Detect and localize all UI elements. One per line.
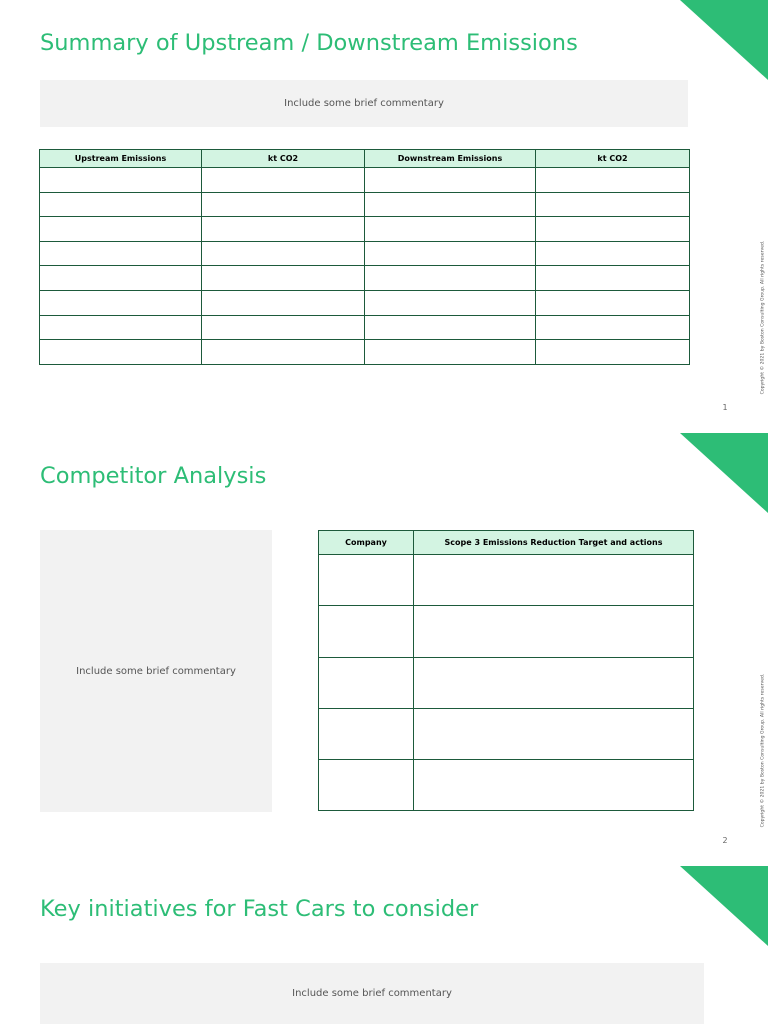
table-cell[interactable] (40, 340, 202, 365)
table-cell[interactable] (319, 708, 414, 759)
table-cell[interactable] (365, 192, 536, 217)
table-row (40, 168, 690, 193)
table-cell[interactable] (414, 760, 694, 811)
header-upstream-emissions: Upstream Emissions (40, 150, 202, 168)
table-cell[interactable] (40, 290, 202, 315)
copyright-text: Copyright © 2021 by Boston Consulting Group. All rights reserved. (760, 240, 766, 394)
table-cell[interactable] (319, 657, 414, 708)
table-cell[interactable] (536, 217, 690, 242)
table-cell[interactable] (414, 657, 694, 708)
table-cell[interactable] (202, 192, 365, 217)
corner-accent-triangle (680, 0, 768, 80)
copyright-notice (759, 222, 767, 412)
copyright-notice (759, 655, 767, 845)
commentary-box (40, 530, 272, 812)
corner-accent-triangle (680, 866, 768, 946)
table-cell[interactable] (536, 340, 690, 365)
slide-1 (0, 0, 768, 433)
table-row (40, 241, 690, 266)
competitor-table (318, 530, 694, 811)
header-scope3-target: Scope 3 Emissions Reduction Target and actions (414, 531, 694, 555)
table-cell[interactable] (319, 555, 414, 606)
table-cell[interactable] (40, 217, 202, 242)
table-cell[interactable] (202, 290, 365, 315)
table-cell[interactable] (319, 760, 414, 811)
commentary-text: Include some brief commentary (284, 98, 444, 109)
table-cell[interactable] (365, 168, 536, 193)
header-downstream-emissions: Downstream Emissions (365, 150, 536, 168)
table-cell[interactable] (536, 192, 690, 217)
table-cell[interactable] (40, 192, 202, 217)
commentary-text: Include some brief commentary (76, 665, 236, 677)
table-row (319, 606, 694, 657)
table-header-row (319, 531, 694, 555)
table-row (40, 340, 690, 365)
slide-title: Summary of Upstream / Downstream Emissions (40, 30, 578, 56)
table-cell[interactable] (40, 315, 202, 340)
table-cell[interactable] (202, 266, 365, 291)
table-cell[interactable] (40, 241, 202, 266)
table-cell[interactable] (414, 555, 694, 606)
slide-3 (0, 866, 768, 1024)
table-header-row (40, 150, 690, 168)
table-cell[interactable] (202, 241, 365, 266)
table-row (319, 708, 694, 759)
table-cell[interactable] (365, 217, 536, 242)
table-cell[interactable] (365, 241, 536, 266)
table-row (319, 760, 694, 811)
header-upstream-kt-co2: kt CO2 (202, 150, 365, 168)
table-cell[interactable] (365, 266, 536, 291)
table-cell[interactable] (414, 708, 694, 759)
emissions-table (39, 149, 690, 365)
slide-2 (0, 433, 768, 866)
table-row (40, 290, 690, 315)
table-cell[interactable] (365, 290, 536, 315)
page-number: 2 (722, 836, 728, 845)
copyright-text: Copyright © 2021 by Boston Consulting Group. All rights reserved. (760, 673, 766, 827)
table-row (40, 266, 690, 291)
table-cell[interactable] (319, 606, 414, 657)
commentary-box (40, 963, 704, 1024)
table-cell[interactable] (202, 340, 365, 365)
table-row (40, 217, 690, 242)
table-row (40, 192, 690, 217)
corner-accent-triangle (680, 433, 768, 513)
table-cell[interactable] (536, 290, 690, 315)
table-row (40, 315, 690, 340)
table-row (319, 555, 694, 606)
table-row (319, 657, 694, 708)
header-downstream-kt-co2: kt CO2 (536, 150, 690, 168)
commentary-box (40, 80, 688, 127)
table-cell[interactable] (365, 340, 536, 365)
table-cell[interactable] (414, 606, 694, 657)
header-company: Company (319, 531, 414, 555)
table-cell[interactable] (202, 168, 365, 193)
table-cell[interactable] (40, 266, 202, 291)
table-cell[interactable] (202, 217, 365, 242)
table-cell[interactable] (365, 315, 536, 340)
table-cell[interactable] (536, 241, 690, 266)
page-number: 1 (722, 403, 728, 412)
table-cell[interactable] (202, 315, 365, 340)
table-cell[interactable] (536, 168, 690, 193)
table-cell[interactable] (536, 266, 690, 291)
table-cell[interactable] (536, 315, 690, 340)
slide-title: Key initiatives for Fast Cars to consider (40, 896, 479, 922)
slide-title: Competitor Analysis (40, 463, 267, 489)
table-cell[interactable] (40, 168, 202, 193)
commentary-text: Include some brief commentary (292, 988, 452, 999)
